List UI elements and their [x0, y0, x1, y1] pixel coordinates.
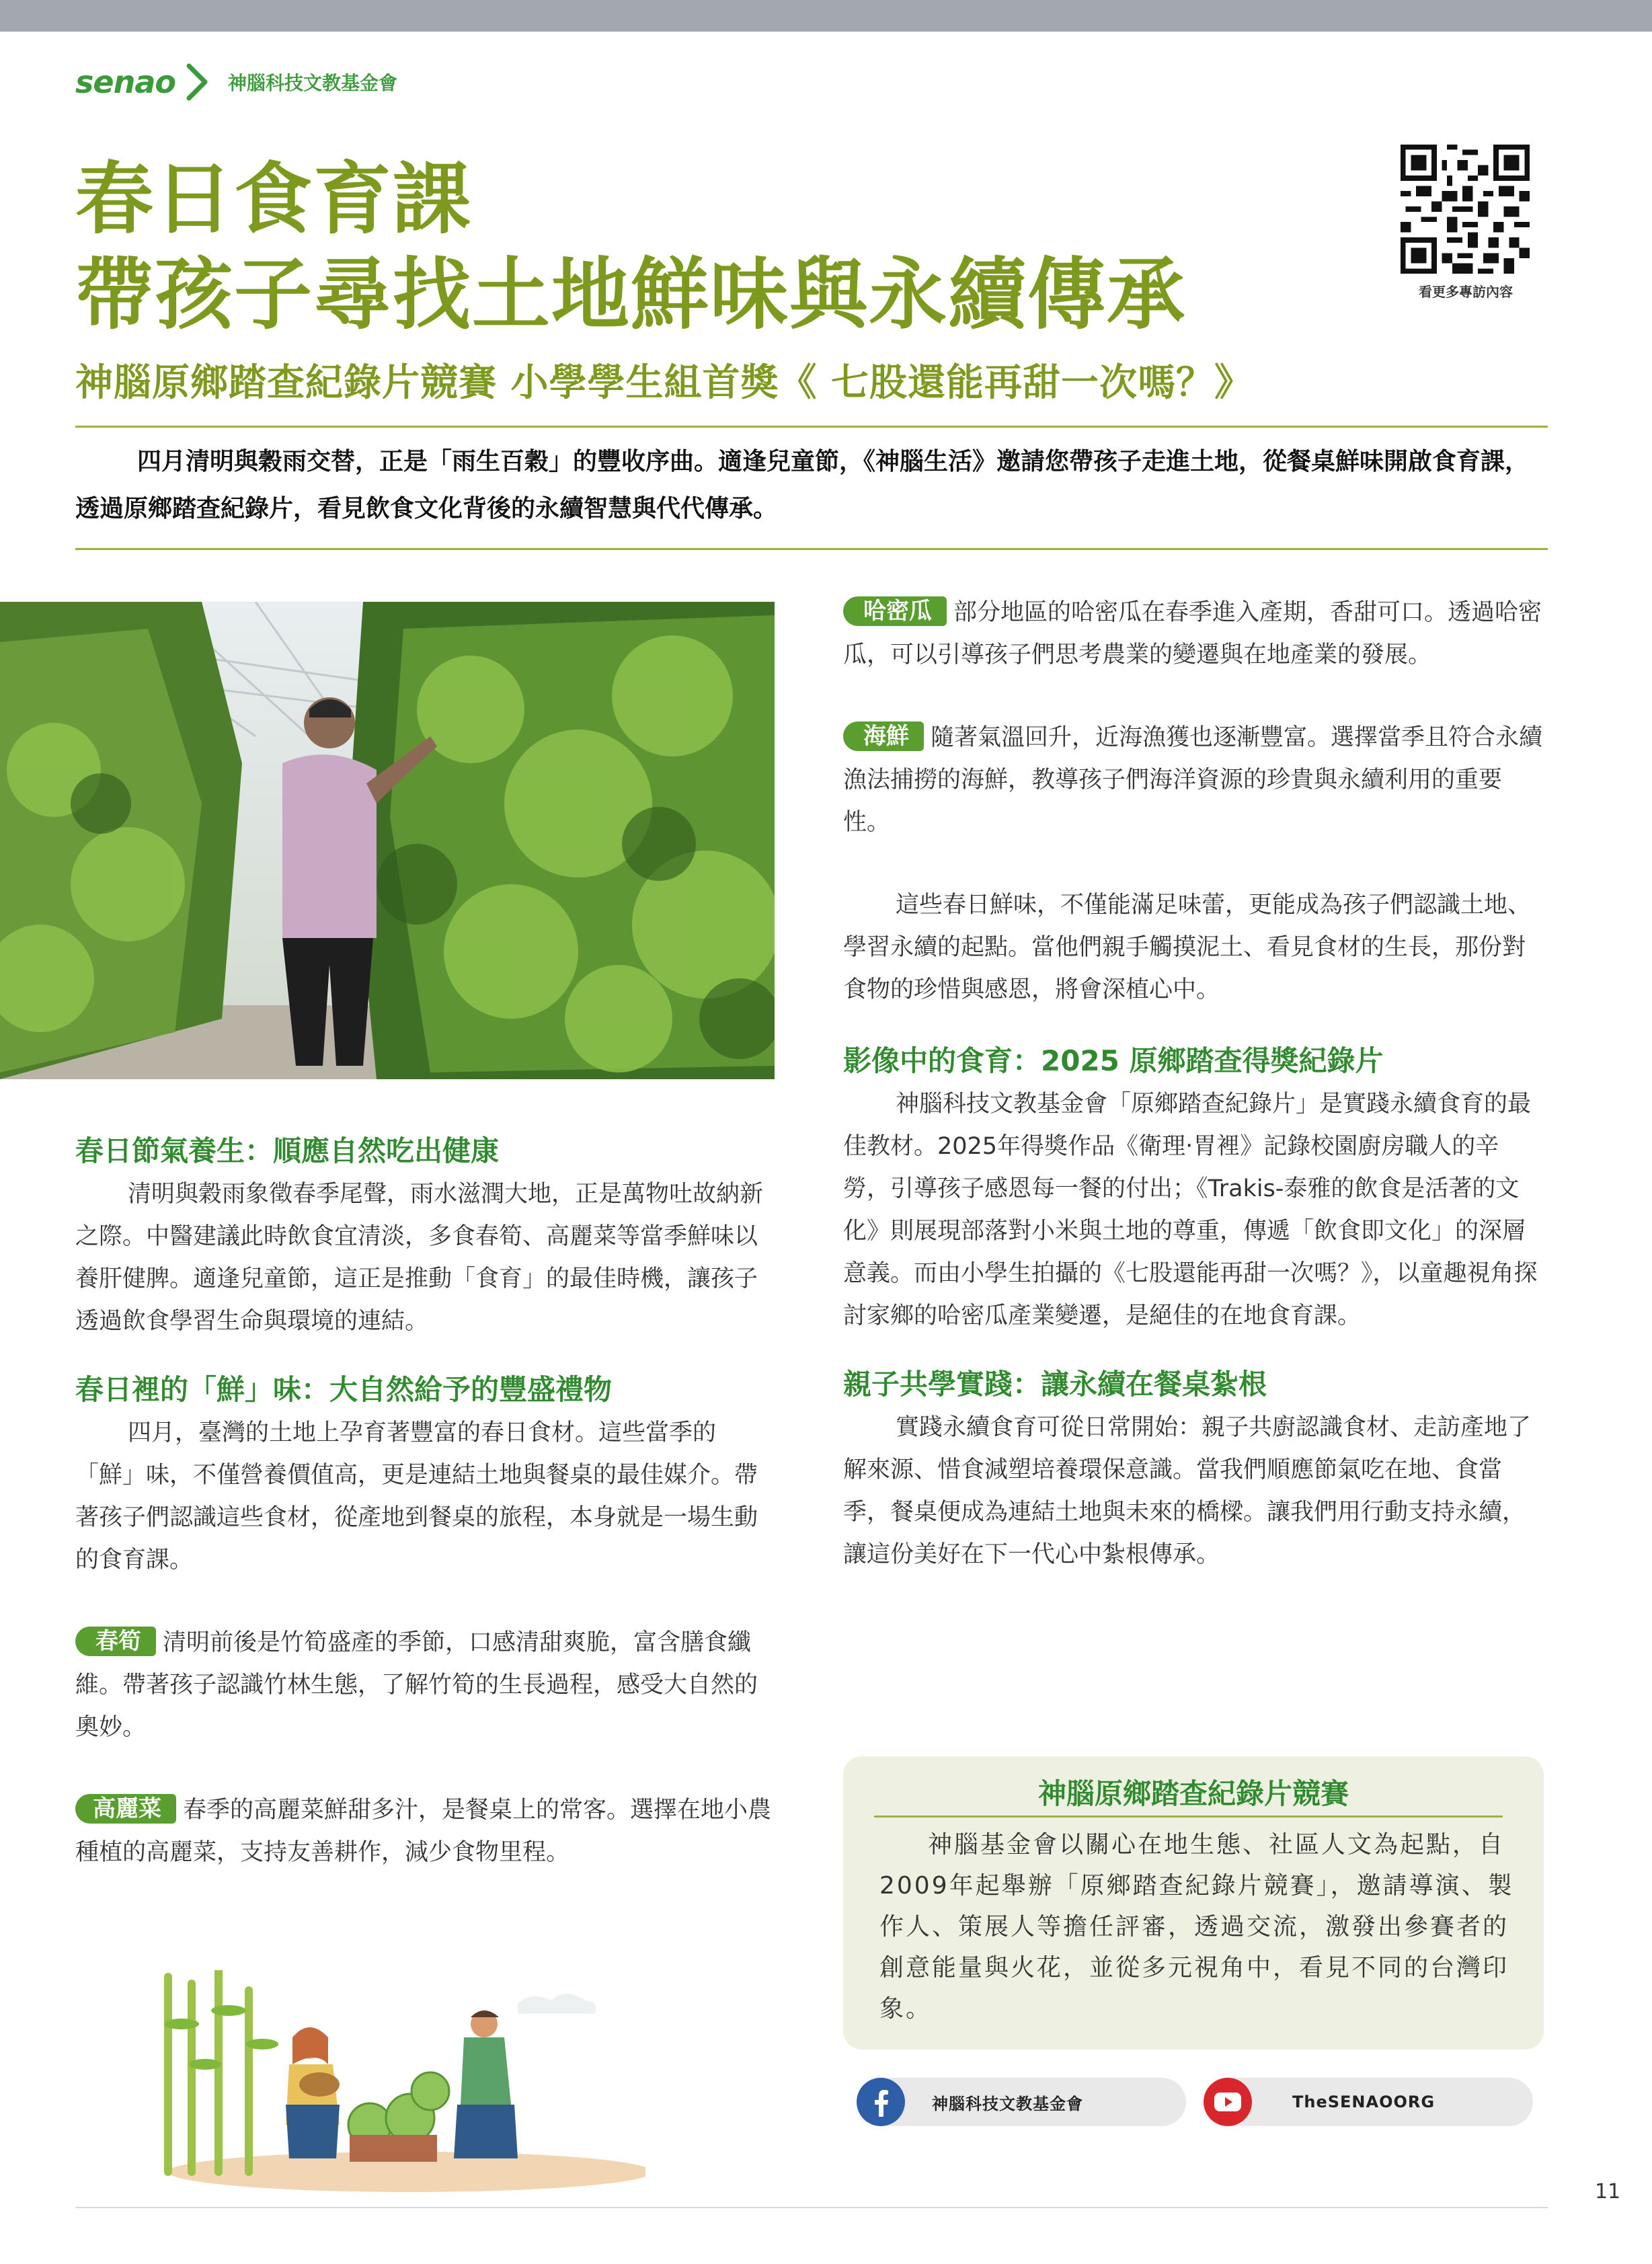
farming-illustration [155, 1970, 645, 2192]
left-column [75, 1130, 775, 1874]
competition-box-text: 神腦基金會以關心在地生態、社區人文為起點，自2009年起舉辦「原鄉踏查紀錄片競賽」，邀請導演、製作人、策展人等擔任評審，透過交流，激發出參賽者的創意能量與火花，並從多元視角中，看見不同的台灣印象。 [879, 1831, 1514, 2023]
section-text-freshness: 四月，臺灣的土地上孕育著豐富的春日食材。這些當季的「鮮」味，不僅營養價值高，更是連結土地與餐桌的最佳媒介。帶著孩子們認識這些食材，從產地到餐桌的旅程，本身就是一場生動的食育課。 [75, 1419, 758, 1573]
top-bar [0, 0, 1652, 32]
section-text-documentary: 神腦科技文教基金會「原鄉踏查紀錄片」是實踐永續食育的最佳教材。2025年得獎作品《衛理‧胃裡》記錄校園廚房職人的辛勞，引導孩子感恩每一餐的付出；《Trakis-泰雅的飲食是活著的文化》則展現部落對小米與土地的尊重，傳遞「飲食即文化」的深層意義。而由小學生拍攝的《七股還能再甜一次嗎？》，以童趣視角探討家鄉的哈密瓜產業變遷，是絕佳的在地食育課。 [843, 1091, 1538, 1329]
item-seafood [843, 717, 1545, 844]
qr-code[interactable] [1401, 145, 1530, 274]
tag-seafood: 海鮮 [843, 721, 924, 751]
section-heading-seasonal: 春日節氣養生：順應自然吃出健康 [75, 1134, 500, 1167]
senao-logo [75, 62, 397, 102]
item-bamboo-shoot [75, 1622, 775, 1749]
youtube-link[interactable] [1204, 2078, 1533, 2126]
org-name: 神腦科技文教基金會 [227, 72, 397, 94]
facebook-icon [857, 2078, 905, 2126]
seafood-text: 隨著氣溫回升，近海漁獲也逐漸豐富。選擇當季且符合永續漁法捕撈的海鮮，教導孩子們海洋資源的珍貴與永續利用的重要性。 [843, 724, 1543, 836]
item-cabbage [75, 1789, 775, 1874]
competition-box-title: 神腦原鄉踏查紀錄片競賽 [1037, 1777, 1349, 1810]
greenhouse-photo [0, 602, 775, 1079]
youtube-icon [1204, 2078, 1252, 2126]
logo-chevron-icon [185, 62, 212, 102]
divider-top [75, 426, 1548, 428]
divider-bottom [75, 548, 1548, 550]
competition-box-divider [874, 1816, 1503, 1818]
bamboo-shoot-text: 清明前後是竹筍盛產的季節，口感清甜爽脆，富含膳食纖維。帶著孩子認識竹林生態，了解竹筍的生長過程，感受大自然的奧妙。 [75, 1629, 758, 1741]
qr-caption: 看更多專訪內容 [1419, 284, 1513, 300]
page-subtitle: 神腦原鄉踏查紀錄片競賽 小學學生組首獎《 七股還能再甜一次嗎？》 [75, 360, 1253, 405]
tag-bamboo-shoot: 春筍 [75, 1627, 156, 1656]
melon-text: 部分地區的哈密瓜在春季進入產期，香甜可口。透過哈密瓜，可以引導孩子們思考農業的變遷與在地產業的發展。 [843, 599, 1542, 668]
cabbage-text: 春季的高麗菜鮮甜多汁，是餐桌上的常客。選擇在地小農種植的高麗菜，支持友善耕作，減少食物里程。 [75, 1797, 772, 1866]
section-text-seasonal: 清明與穀雨象徵春季尾聲，雨水滋潤大地，正是萬物吐故納新之際。中醫建議此時飲食宜清淡，多食春筍、高麗菜等當季鮮味以養肝健脾。適逢兒童節，這正是推動「食育」的最佳時機，讓孩子透過飲食學習生命與環境的連結。 [75, 1181, 764, 1335]
section-heading-practice: 親子共學實踐：讓永續在餐桌紮根 [843, 1368, 1267, 1401]
right-column [843, 592, 1545, 1576]
item-melon [843, 592, 1545, 676]
section-heading-documentary: 影像中的食育：2025 原鄉踏查得獎紀錄片 [843, 1044, 1384, 1077]
closing-paragraph: 這些春日鮮味，不僅能滿足味蕾，更能成為孩子們認識土地、學習永續的起點。當他們親手觸摸泥土、看見食材的生長，那份對食物的珍惜與感恩，將會深植心中。 [843, 892, 1532, 1003]
lead-paragraph: 四月清明與穀雨交替，正是「雨生百穀」的豐收序曲。適逢兒童節，《神腦生活》邀請您帶孩子走進土地，從餐桌鮮味開啟食育課，透過原鄉踏查紀錄片，看見飲食文化背後的永續智慧與代代傳承。 [75, 448, 1530, 522]
logo-wordmark: senao [75, 64, 175, 100]
tag-melon: 哈密瓜 [843, 596, 947, 626]
section-heading-freshness: 春日裡的「鮮」味：大自然給予的豐盛禮物 [75, 1373, 613, 1406]
section-text-practice: 實踐永續食育可從日常開始：親子共廚認識食材、走訪產地了解來源、惜食減塑培養環保意識。當我們順應節氣吃在地、食當季，餐桌便成為連結土地與未來的橋樑。讓我們用行動支持永續，讓這份美好在下一代心中紮根傳承。 [843, 1414, 1532, 1568]
footer-divider [75, 2207, 1548, 2208]
youtube-label: TheSENAOORG [1292, 2093, 1435, 2111]
tag-cabbage: 高麗菜 [75, 1794, 176, 1824]
facebook-label: 神腦科技文教基金會 [932, 2094, 1083, 2113]
page-title-line1: 春日食育課 [75, 153, 472, 245]
facebook-link[interactable] [857, 2078, 1186, 2126]
page-title-line2: 帶孩子尋找土地鮮味與永續傳承 [75, 249, 1186, 340]
page-number: 11 [1595, 2180, 1621, 2203]
